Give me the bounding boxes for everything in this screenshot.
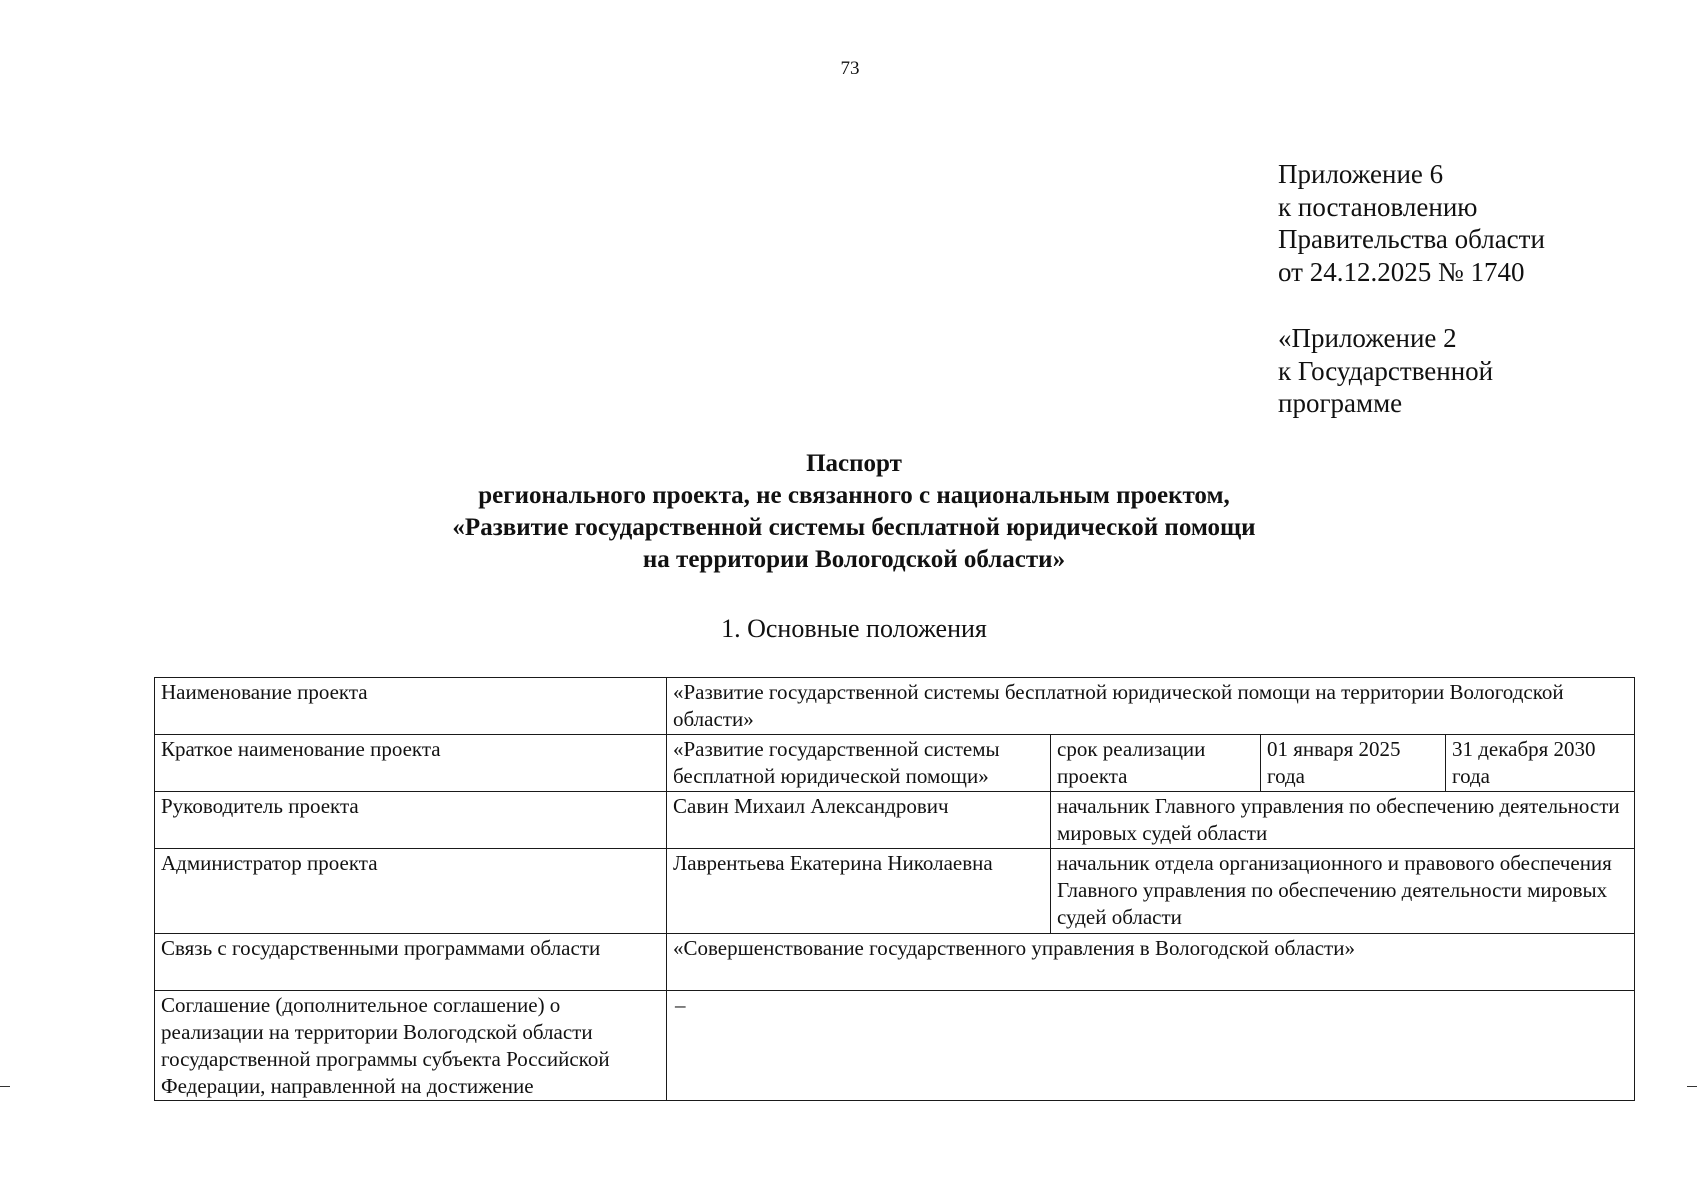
- page-edge-mark: [1687, 1086, 1697, 1087]
- table-row: [155, 735, 1635, 792]
- start-date: 01 января 2025 года: [1261, 735, 1446, 792]
- person-name: Лаврентьева Екатерина Николаевна: [667, 849, 1051, 934]
- appendix-line: к Государственной: [1278, 355, 1494, 386]
- program-appendix-reference: [1278, 322, 1493, 420]
- row-label: Руководитель проекта: [155, 792, 667, 849]
- page-edge-mark: [0, 1086, 10, 1087]
- position-value: начальник Главного управления по обеспечению деятельности мировых судей области: [1051, 792, 1635, 849]
- table-row: [155, 849, 1635, 934]
- table-row: [155, 678, 1635, 735]
- term-label: срок реализации проекта: [1051, 735, 1261, 792]
- short-name-value: «Развитие государственной системы бесплатной юридической помощи»: [667, 735, 1051, 792]
- agreement-value: –: [667, 991, 1635, 1101]
- appendix-reference: [1278, 158, 1545, 288]
- title-line: «Развитие государственной системы бесплатной юридической помощи: [452, 514, 1256, 541]
- appendix-line: от 24.12.2025 № 1740: [1278, 256, 1525, 287]
- end-date: 31 декабря 2030 года: [1446, 735, 1635, 792]
- passport-table: [154, 677, 1635, 1101]
- row-label: Администратор проекта: [155, 849, 667, 934]
- table-row: [155, 934, 1635, 991]
- project-name-value: «Развитие государственной системы бесплатной юридической помощи на территории Вологодской области»: [667, 678, 1635, 735]
- row-label: Связь с государственными программами области: [155, 934, 667, 991]
- page-number: 73: [840, 58, 860, 79]
- position-value: начальник отдела организационного и правового обеспечения Главного управления по обеспечению деятельности мировых судей области: [1051, 849, 1635, 934]
- title-line: на территории Вологодской области»: [642, 546, 1066, 573]
- person-name: Савин Михаил Александрович: [667, 792, 1051, 849]
- row-label: Краткое наименование проекта: [155, 735, 667, 792]
- appendix-line: программе: [1278, 388, 1403, 418]
- appendix-line: к постановлению: [1278, 191, 1478, 222]
- document-title: [0, 448, 1697, 576]
- title-line: Паспорт: [806, 450, 902, 477]
- programs-value: «Совершенствование государственного управления в Вологодской области»: [667, 934, 1635, 991]
- appendix-line: Приложение 6: [1278, 159, 1444, 189]
- appendix-line: Правительства области: [1278, 224, 1545, 254]
- table-row: [155, 991, 1635, 1101]
- row-label: Соглашение (дополнительное соглашение) о реализации на территории Вологодской области государственной программы субъекта Российской Федерации, направленной на достижение: [155, 991, 667, 1101]
- appendix-line: «Приложение 2: [1278, 323, 1457, 353]
- table-row: [155, 792, 1635, 849]
- title-line: регионального проекта, не связанного с национальным проектом,: [478, 482, 1230, 509]
- row-label: Наименование проекта: [155, 678, 667, 735]
- section-heading: 1. Основные положения: [721, 614, 987, 643]
